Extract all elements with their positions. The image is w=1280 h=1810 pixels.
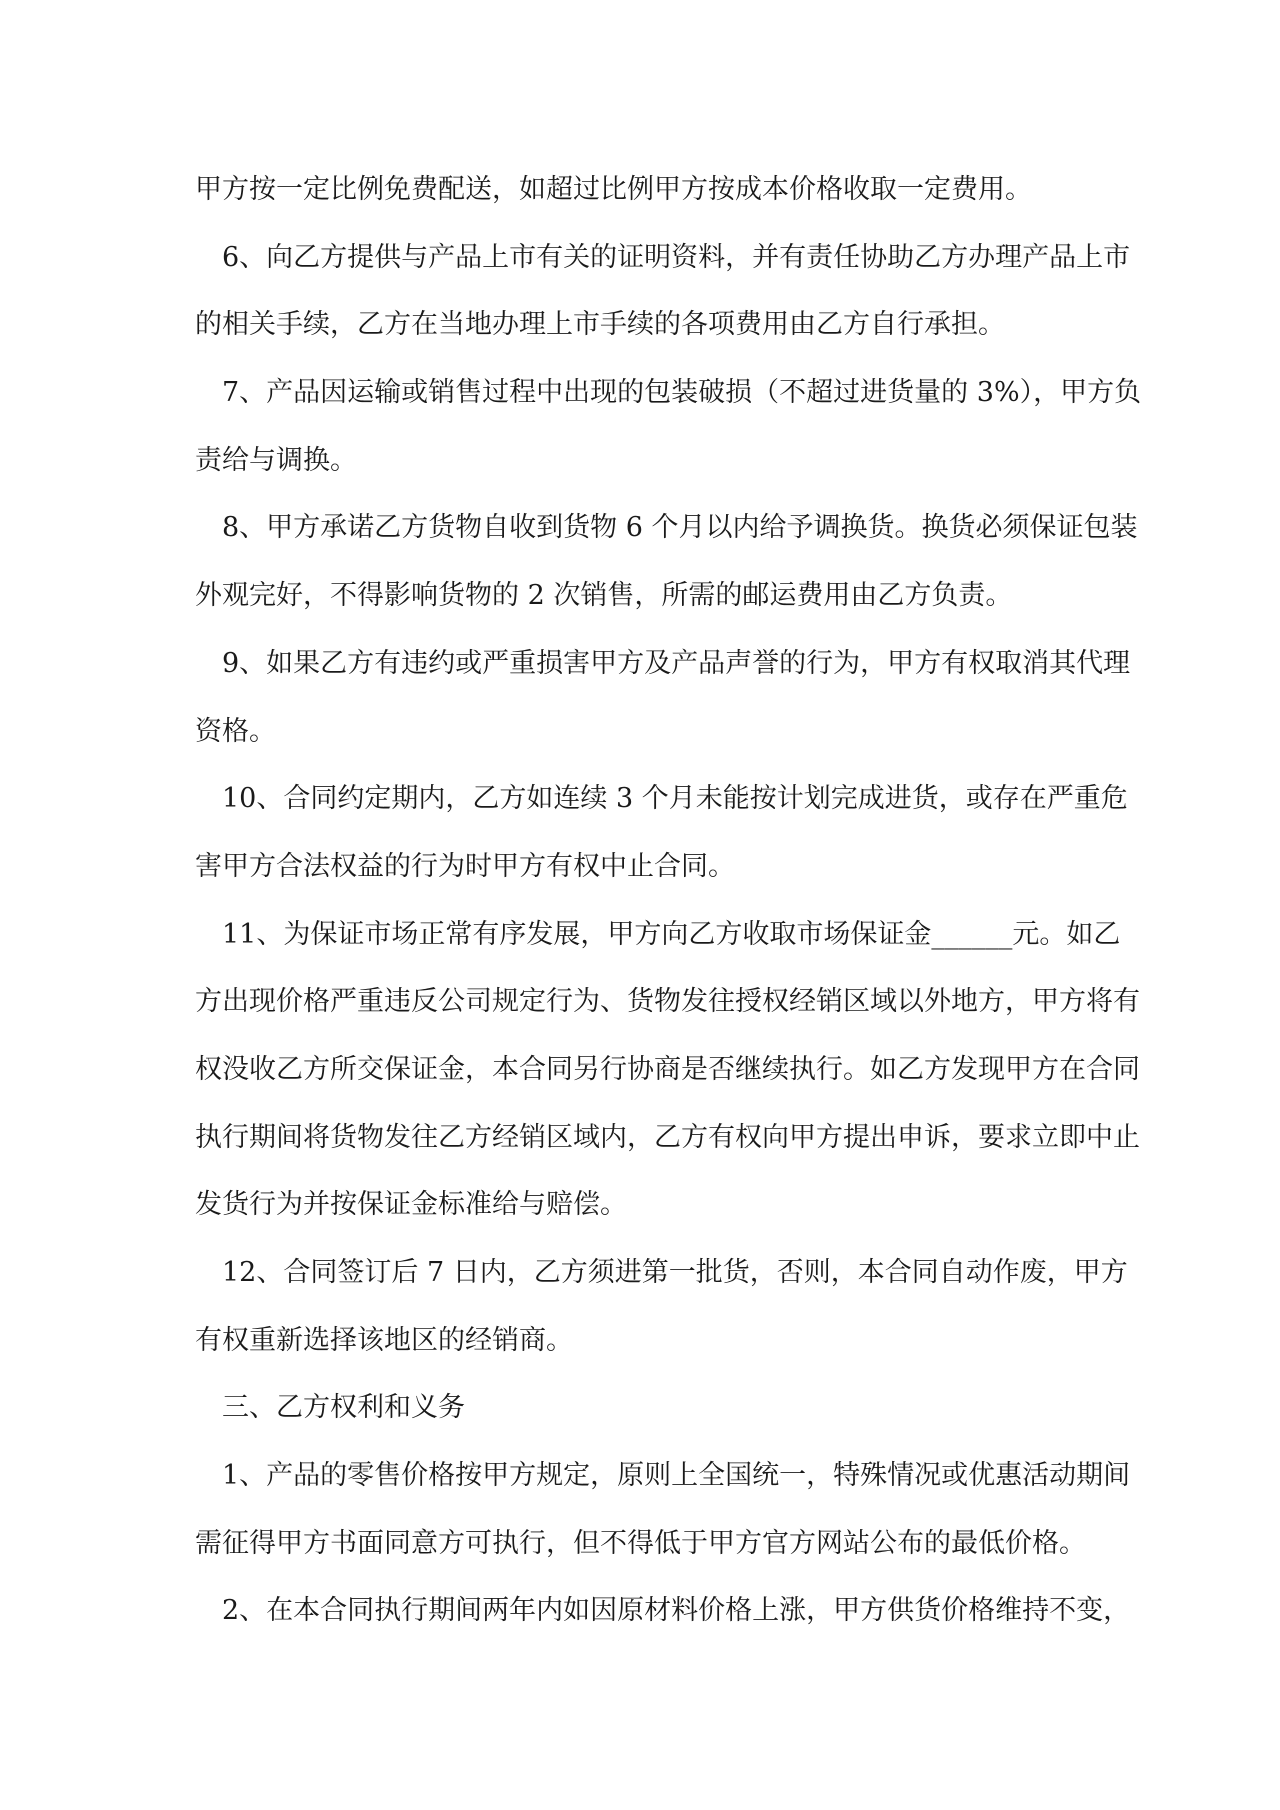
text-line: 执行期间将货物发往乙方经销区域内，乙方有权向甲方提出申诉，要求立即中止 [195,1121,1140,1153]
text-line: 方出现价格严重违反公司规定行为、货物发往授权经销区域以外地方，甲方将有 [195,986,1140,1018]
text-line: 三、乙方权利和义务 [222,1392,465,1424]
paragraph [195,156,1095,224]
text-line: 2、在本合同执行期间两年内如因原材料价格上涨，甲方供货价格维持不变， [222,1595,1131,1627]
text-line: 7、产品因运输或销售过程中出现的包装破损（不超过进货量的 3%），甲方负 [222,377,1142,409]
paragraph [195,1442,1131,1577]
paragraph [195,1577,1131,1645]
paragraph [195,494,1138,629]
text-line: 权没收乙方所交保证金，本合同另行协商是否继续执行。如乙方发现甲方在合同 [195,1053,1140,1085]
text-line: 有权重新选择该地区的经销商。 [195,1324,573,1356]
text-line: 9、如果乙方有违约或严重损害甲方及产品声誉的行为，甲方有权取消其代理 [222,647,1131,679]
text-line: 资格。 [195,715,276,747]
section-heading [195,1374,1095,1442]
text-line: 12、合同签订后 7 日内，乙方须进第一批货，否则，本合同自动作废，甲方 [222,1257,1128,1288]
text-line: 的相关手续，乙方在当地办理上市手续的各项费用由乙方自行承担。 [195,309,1005,341]
text-line: 需征得甲方书面同意方可执行，但不得低于甲方官方网站公布的最低价格。 [195,1527,1086,1559]
text-line: 发货行为并按保证金标准给与赔偿。 [195,1189,627,1221]
text-line: 8、甲方承诺乙方货物自收到货物 6 个月以内给予调换货。换货必须保证包装 [222,512,1138,544]
document-page [195,156,1142,1645]
paragraph [195,1239,1128,1374]
paragraph [195,630,1131,765]
text-line: 害甲方合法权益的行为时甲方有权中止合同。 [195,850,735,882]
paragraph [195,901,1140,1239]
text-line: 责给与调换。 [195,444,357,476]
paragraph [195,359,1142,494]
text-line: 甲方按一定比例免费配送，如超过比例甲方按成本价格收取一定费用。 [195,174,1032,205]
text-line: 外观完好，不得影响货物的 2 次销售，所需的邮运费用由乙方负责。 [195,580,1013,612]
text-line: 10、合同约定期内，乙方如连续 3 个月未能按计划完成进货，或存在严重危 [222,783,1128,815]
text-line: 6、向乙方提供与产品上市有关的证明资料，并有责任协助乙方办理产品上市 [222,241,1131,273]
text-line: 1、产品的零售价格按甲方规定，原则上全国统一，特殊情况或优惠活动期间 [222,1460,1131,1492]
paragraph [195,224,1131,359]
paragraph [195,765,1128,900]
text-line: 11、为保证市场正常有序发展，甲方向乙方收取市场保证金______元。如乙 [222,918,1121,950]
